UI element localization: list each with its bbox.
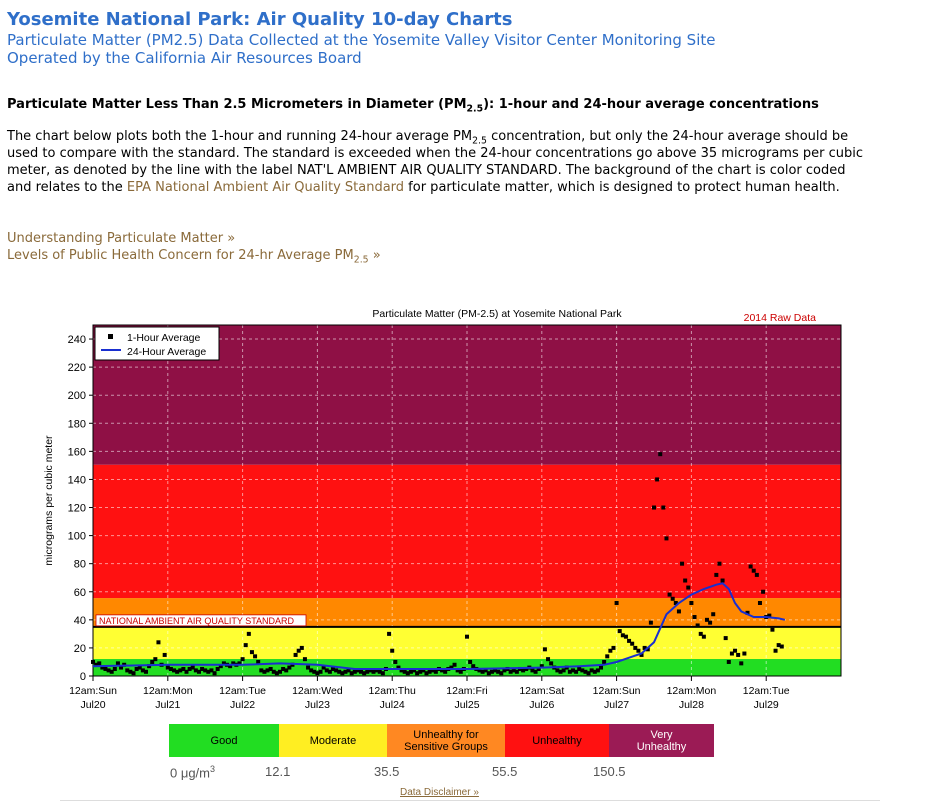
- standard-label: NATIONAL AMBIENT AIR QUALITY STANDARD: [99, 615, 295, 626]
- hourly-point-180: [652, 506, 656, 510]
- hourly-point-17: [144, 670, 148, 674]
- hourly-point-204: [727, 660, 731, 664]
- hourly-point-20: [153, 657, 157, 661]
- y-tick-label-40: 40: [73, 614, 86, 627]
- hourly-point-212: [752, 569, 756, 573]
- hourly-point-200: [714, 573, 718, 577]
- hourly-point-207: [736, 653, 740, 657]
- scale-very-unhealthy: Very Unhealthy: [609, 724, 714, 757]
- scale-usg: Unhealthy for Sensitive Groups: [387, 724, 505, 757]
- hourly-point-190: [683, 579, 687, 583]
- hourly-point-93: [381, 671, 385, 675]
- x-tick-label-bottom-120: Jul25: [454, 699, 480, 711]
- hourly-point-13: [132, 671, 136, 675]
- x-tick-label-top-120: 12am:Fri: [446, 685, 488, 697]
- hourly-point-23: [163, 653, 167, 657]
- hourly-point-173: [630, 642, 634, 646]
- chart-note: 2014 Raw Data: [743, 312, 816, 324]
- x-tick-label-top-216: 12am:Tue: [742, 685, 790, 697]
- hourly-point-215: [761, 590, 765, 594]
- hourly-point-171: [624, 635, 628, 639]
- hourly-point-121: [468, 660, 472, 664]
- health-concern-levels-link[interactable]: Levels of Public Health Concern for 24-hr Average $PM_{2.5}$ »: [7, 248, 381, 266]
- x-tick-label-bottom-168: Jul27: [604, 699, 630, 711]
- hourly-point-2: [97, 661, 101, 665]
- hourly-point-193: [693, 615, 697, 619]
- hourly-point-7: [113, 667, 117, 671]
- hourly-point-48: [241, 657, 245, 661]
- hourly-point-186: [671, 597, 675, 601]
- legend-marker-hourly: [108, 334, 113, 339]
- description-paragraph: The chart below plots both the 1-hour and running 24-hour average $PM_{2.5}$ concentration, but only the 24-hour average should be used to compare with the standard. The standard is exceeded when the 24-hour concentrations go above 35 micrograms per cubic meter, as denoted by the line with the label NAT'L AMBIENT AIR QUALITY STANDARD. The background of the chart is color coded and relates to the EPA National Ambient Air Quality Standard for particulate matter, which is designed to protect human health.: [7, 129, 863, 195]
- page-title: Yosemite National Park: Air Quality 10-day Charts: [7, 9, 513, 30]
- scale-tick-150: 150.5: [593, 764, 626, 779]
- hourly-point-96: [390, 649, 394, 653]
- x-tick-label-top-24: 12am:Mon: [142, 685, 193, 697]
- hourly-point-203: [724, 636, 728, 640]
- hourly-point-50: [247, 632, 251, 636]
- x-tick-label-bottom-192: Jul28: [678, 699, 704, 711]
- hourly-point-51: [250, 650, 254, 654]
- hourly-point-191: [686, 586, 690, 590]
- hourly-point-209: [742, 652, 746, 656]
- subtitle-line-1: Particulate Matter (PM2.5) Data Collected at the Yosemite Valley Visitor Center Monitoring Site: [7, 31, 716, 49]
- scale-tick-zero: 0 $\mu g/m^3$: [170, 764, 216, 781]
- y-axis-label: micrograms per cubic meter: [43, 435, 55, 566]
- x-tick-label-bottom-72: Jul23: [304, 699, 330, 711]
- x-tick-label-bottom-96: Jul24: [379, 699, 405, 711]
- hourly-point-213: [755, 573, 759, 577]
- hourly-point-147: [549, 661, 553, 665]
- hourly-point-196: [702, 635, 706, 639]
- hourly-point-68: [303, 657, 307, 661]
- x-tick-label-bottom-144: Jul26: [529, 699, 555, 711]
- scale-good: Good: [169, 724, 279, 757]
- scale-tick-12: 12.1: [265, 764, 291, 779]
- legend-label-daily: 24-Hour Average: [127, 346, 207, 358]
- x-tick-label-bottom-48: Jul22: [230, 699, 256, 711]
- hourly-point-168: [615, 601, 619, 605]
- hourly-point-39: [213, 671, 217, 675]
- hourly-point-183: [661, 506, 665, 510]
- hourly-point-73: [319, 670, 323, 674]
- hourly-point-192: [689, 601, 693, 605]
- chart-title: Particulate Matter (PM-2.5) at Yosemite National Park: [372, 308, 622, 320]
- hourly-point-97: [393, 660, 397, 664]
- hourly-point-206: [733, 649, 737, 653]
- hourly-point-163: [599, 666, 603, 670]
- hourly-point-182: [658, 452, 662, 456]
- hourly-point-21: [156, 640, 160, 644]
- hourly-point-179: [649, 621, 653, 625]
- naaqs-link[interactable]: EPA National Ambient Air Quality Standard: [126, 180, 405, 195]
- y-tick-label-20: 20: [73, 642, 86, 655]
- data-disclaimer-link[interactable]: Data Disclaimer »: [400, 787, 479, 798]
- hourly-point-189: [680, 562, 684, 566]
- hourly-point-116: [453, 663, 457, 667]
- y-tick-label-80: 80: [73, 558, 86, 571]
- hourly-point-194: [696, 623, 700, 627]
- hourly-point-52: [253, 654, 257, 658]
- y-tick-label-120: 120: [67, 502, 86, 515]
- x-tick-label-bottom-216: Jul29: [753, 699, 779, 711]
- y-tick-label-140: 140: [67, 474, 86, 487]
- hourly-point-65: [294, 653, 298, 657]
- hourly-point-95: [387, 632, 391, 636]
- x-tick-label-top-168: 12am:Sun: [592, 685, 641, 697]
- scale-tick-35: 35.5: [374, 764, 400, 779]
- x-tick-label-top-48: 12am:Tue: [219, 685, 267, 697]
- hourly-point-181: [655, 477, 659, 481]
- hourly-point-49: [244, 643, 248, 647]
- x-tick-label-bottom-24: Jul21: [155, 699, 181, 711]
- hourly-point-201: [717, 562, 721, 566]
- hourly-point-146: [546, 657, 550, 661]
- y-tick-label-240: 240: [67, 334, 86, 347]
- x-tick-label-top-72: 12am:Wed: [292, 685, 343, 697]
- x-tick-label-top-192: 12am:Mon: [666, 685, 717, 697]
- understanding-pm-link[interactable]: Understanding Particulate Matter »: [7, 231, 236, 246]
- hourly-point-199: [711, 612, 715, 616]
- y-tick-label-100: 100: [67, 530, 86, 543]
- hourly-point-167: [611, 646, 615, 650]
- x-tick-label-bottom-0: Jul20: [80, 699, 106, 711]
- hourly-point-188: [677, 609, 681, 613]
- hourly-point-185: [668, 593, 672, 597]
- legend-label-hourly: 1-Hour Average: [127, 332, 201, 344]
- x-tick-label-top-144: 12am:Sat: [519, 685, 565, 697]
- hourly-point-211: [749, 564, 753, 568]
- hourly-point-184: [664, 536, 668, 540]
- scale-moderate: Moderate: [279, 724, 387, 757]
- hourly-point-198: [708, 621, 712, 625]
- hourly-point-218: [770, 628, 774, 632]
- hourly-point-175: [636, 649, 640, 653]
- y-tick-label-60: 60: [73, 586, 86, 599]
- scale-unhealthy: Unhealthy: [505, 724, 609, 757]
- x-tick-label-top-0: 12am:Sun: [69, 685, 117, 697]
- hourly-point-165: [605, 654, 609, 658]
- y-tick-label-220: 220: [67, 362, 86, 375]
- y-tick-label-160: 160: [67, 446, 86, 459]
- y-tick-label-180: 180: [67, 418, 86, 431]
- y-tick-label-200: 200: [67, 390, 86, 403]
- subtitle-line-2: Operated by the California Air Resources Board: [7, 49, 362, 67]
- hourly-point-221: [780, 645, 784, 649]
- hourly-point-214: [758, 601, 762, 605]
- y-tick-label-0: 0: [79, 671, 86, 683]
- hourly-point-164: [602, 660, 606, 664]
- hourly-point-120: [465, 635, 469, 639]
- hourly-point-67: [300, 646, 304, 650]
- x-tick-label-top-96: 12am:Thu: [368, 685, 416, 697]
- divider: [60, 800, 880, 801]
- hourly-point-202: [721, 579, 725, 583]
- hourly-point-145: [543, 647, 547, 651]
- hourly-point-169: [618, 629, 622, 633]
- scale-tick-55: 55.5: [492, 764, 518, 779]
- section-title: Particulate Matter Less Than 2.5 Micrometers in Diameter $(PM_{2.5})$: 1-hour and 24-hour average concentrations: [7, 97, 819, 115]
- hourly-point-219: [774, 649, 778, 653]
- hourly-point-208: [739, 661, 743, 665]
